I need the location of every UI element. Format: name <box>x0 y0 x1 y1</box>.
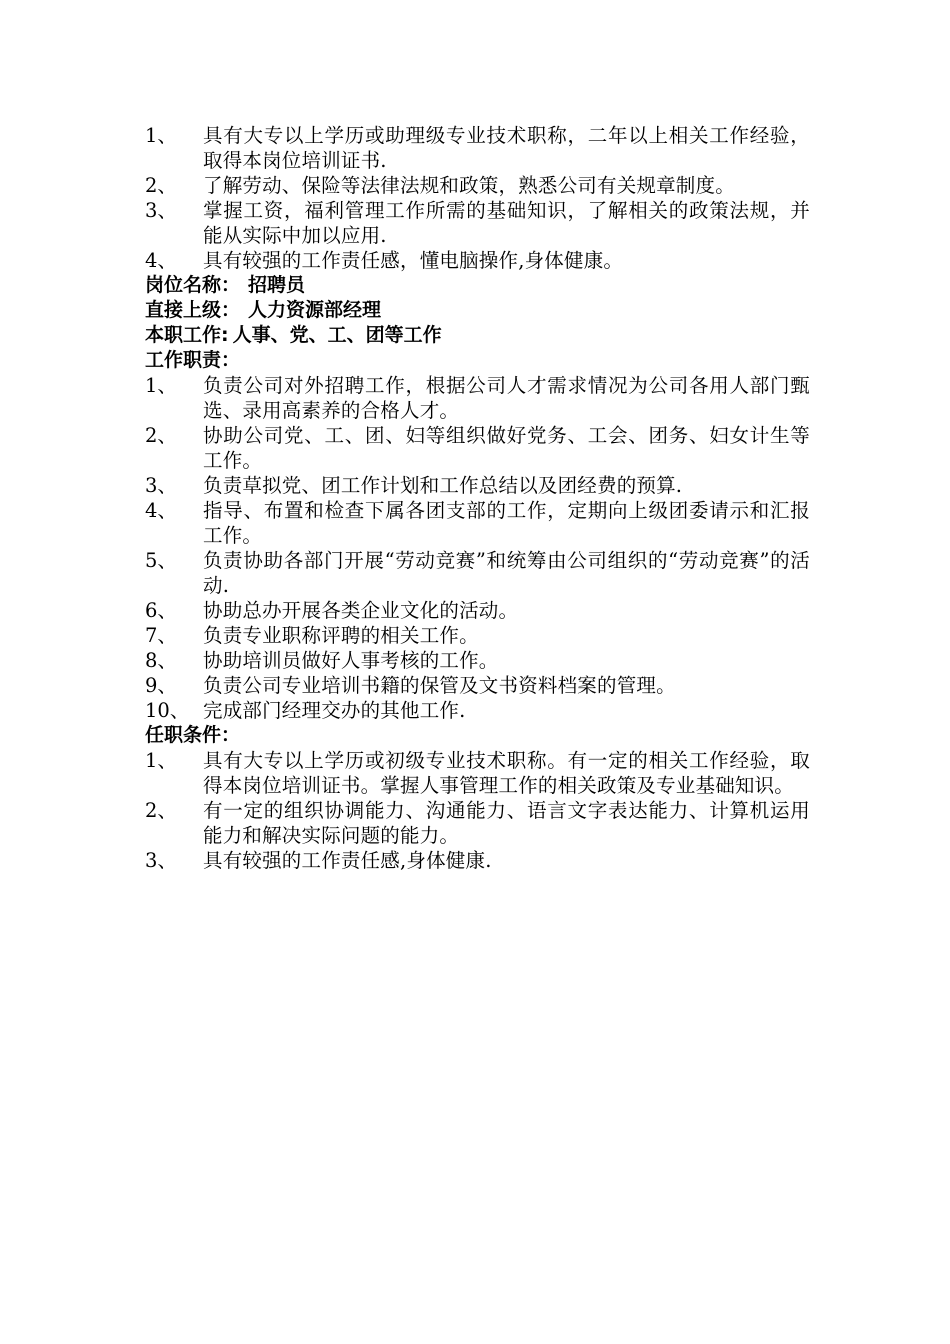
list-item <box>145 848 810 873</box>
work-label: 本职工作: <box>145 324 229 346</box>
item-text: 负责专业职称评聘的相关工作。 <box>203 624 479 647</box>
item-text: 负责协助各部门开展“劳动竞赛”和统筹由公司组织的“劳动竞赛”的活动. <box>203 549 810 597</box>
list-item <box>145 198 810 248</box>
item-number: 10、 <box>145 699 190 722</box>
item-number: 2、 <box>145 424 177 447</box>
item-number: 3、 <box>145 474 177 497</box>
item-number: 7、 <box>145 624 177 647</box>
item-number: 1、 <box>145 124 177 147</box>
item-number: 2、 <box>145 174 177 197</box>
position-name-line <box>145 273 810 298</box>
supervisor-label: 直接上级： <box>145 299 241 321</box>
item-number: 1、 <box>145 374 177 397</box>
duties-heading: 工作职责： <box>145 349 241 371</box>
list-item <box>145 673 810 698</box>
item-number: 5、 <box>145 549 177 572</box>
requirements-list <box>145 748 810 873</box>
list-item <box>145 748 810 798</box>
supervisor-line <box>145 298 810 323</box>
position-value: 招聘员 <box>248 274 306 296</box>
requirements-heading: 任职条件： <box>145 724 241 746</box>
work-line <box>145 323 810 348</box>
list-item <box>145 248 810 273</box>
item-text: 协助培训员做好人事考核的工作。 <box>203 649 499 672</box>
document-page <box>145 123 810 873</box>
item-number: 8、 <box>145 649 177 672</box>
item-text: 具有大专以上学历或初级专业技术职称。有一定的相关工作经验，取得本岗位培训证书。掌握人事管理工作的相关政策及专业基础知识。 <box>203 749 810 797</box>
item-number: 3、 <box>145 199 177 222</box>
work-value: 人事、党、工、团等工作 <box>232 324 442 346</box>
list-item <box>145 173 810 198</box>
supervisor-value: 人力资源部经理 <box>248 299 382 321</box>
item-text: 掌握工资，福利管理工作所需的基础知识，了解相关的政策法规，并能从实际中加以应用. <box>203 199 810 247</box>
item-number: 2、 <box>145 799 177 822</box>
item-text: 具有大专以上学历或助理级专业技术职称，二年以上相关工作经验，取得本岗位培训证书. <box>203 124 810 172</box>
list-item <box>145 423 810 473</box>
list-item <box>145 598 810 623</box>
item-number: 4、 <box>145 499 177 522</box>
duties-list <box>145 373 810 723</box>
item-number: 1、 <box>145 749 177 772</box>
list-item <box>145 373 810 423</box>
item-text: 具有较强的工作责任感，懂电脑操作,身体健康。 <box>203 249 624 272</box>
item-text: 具有较强的工作责任感,身体健康. <box>203 849 492 872</box>
qualification-list <box>145 123 810 273</box>
item-text: 协助总办开展各类企业文化的活动。 <box>203 599 519 622</box>
item-text: 指导、布置和检查下属各团支部的工作，定期向上级团委请示和汇报工作。 <box>203 499 810 547</box>
position-label: 岗位名称： <box>145 274 241 296</box>
item-text: 负责公司对外招聘工作，根据公司人才需求情况为公司各用人部门甄选、录用高素养的合格人才。 <box>203 374 810 422</box>
item-text: 完成部门经理交办的其他工作. <box>203 699 466 722</box>
item-text: 了解劳动、保险等法律法规和政策，熟悉公司有关规章制度。 <box>203 174 735 197</box>
item-text: 负责草拟党、团工作计划和工作总结以及团经费的预算. <box>203 474 683 497</box>
item-number: 6、 <box>145 599 177 622</box>
list-item <box>145 473 810 498</box>
item-number: 3、 <box>145 849 177 872</box>
item-text: 负责公司专业培训书籍的保管及文书资料档案的管理。 <box>203 674 676 697</box>
item-number: 4、 <box>145 249 177 272</box>
list-item <box>145 798 810 848</box>
list-item <box>145 623 810 648</box>
item-number: 9、 <box>145 674 177 697</box>
item-text: 协助公司党、工、团、妇等组织做好党务、工会、团务、妇女计生等工作。 <box>203 424 810 472</box>
item-text: 有一定的组织协调能力、沟通能力、语言文字表达能力、计算机运用能力和解决实际问题的能力。 <box>203 799 810 847</box>
list-item <box>145 123 810 173</box>
list-item <box>145 698 810 723</box>
list-item <box>145 548 810 598</box>
list-item <box>145 498 810 548</box>
list-item <box>145 648 810 673</box>
